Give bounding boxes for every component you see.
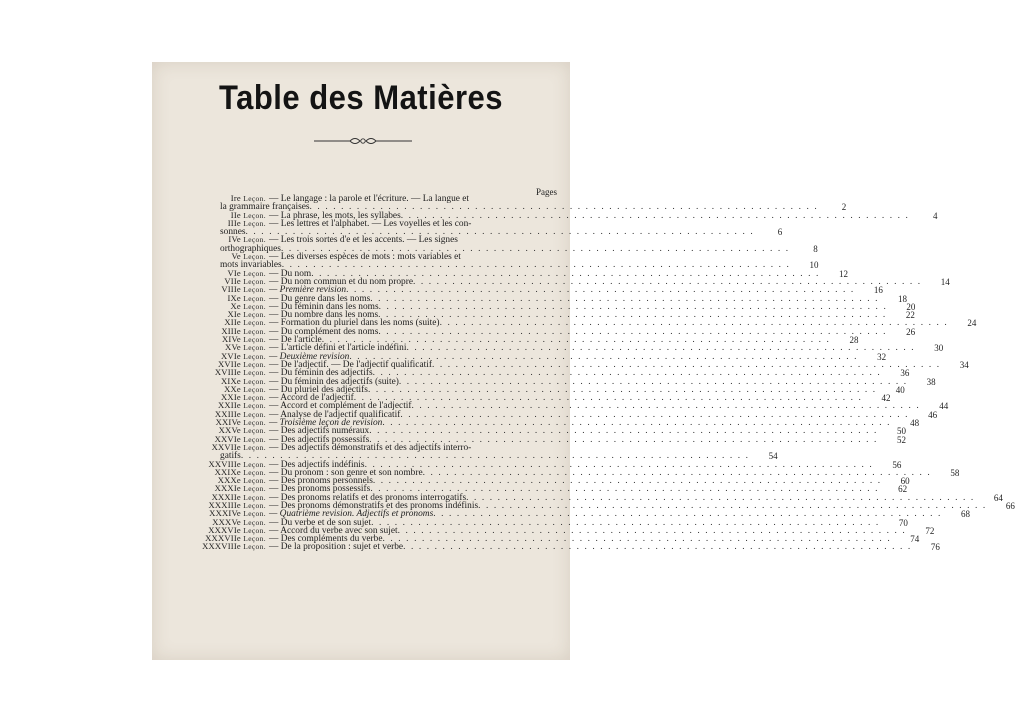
entry-title: — Des adjectifs indéfinis xyxy=(269,459,365,470)
leader-dots: . . . . . . . . . . . . . . . . . . . . . . . . . . . . . . . . . . . . . . . . . . . . . . . . . . . . . . . . . . . . . . . . . xyxy=(397,525,907,536)
lesson-numeral: XXXVe xyxy=(212,516,241,527)
entry-title-continued: gatifs xyxy=(220,451,241,462)
entry-title: — De l'adjectif. — De l'adjectif qualificatif xyxy=(269,359,432,370)
lesson-numeral: IXe xyxy=(227,292,241,303)
leader-dots: . . . . . . . . . . . . . . . . . . . . . . . . . . . . . . . . . . . . . . . . . . . . . . . . . . . . . . . . . . . . . . . . . xyxy=(400,210,910,221)
lesson-label: Leçon. xyxy=(243,409,266,419)
lesson-label: Leçon. xyxy=(243,525,266,535)
entry-title: — De l'article xyxy=(269,335,322,346)
entry-title: — Des adjectifs numéraux xyxy=(269,426,370,437)
leader-dots: . . . . . . . . . . . . . . . . . . . . . . . . . . . . . . . . . . . . . . . . . . . . . . . . . . . . . . . . . . . . . . . . . xyxy=(382,418,892,429)
leader-dots: . . . . . . . . . . . . . . . . . . . . . . . . . . . . . . . . . . . . . . . . . . . . . . . . . . . . . . . . . . . . . . . . . xyxy=(378,310,887,321)
page-number: 40 xyxy=(895,384,905,395)
leader-dots: . . . . . . . . . . . . . . . . . . . . . . . . . . . . . . . . . . . . . . . . . . . . . . . . . . . . . . . . . . . . . . . . . xyxy=(321,335,831,346)
page-number: 70 xyxy=(898,517,908,528)
lesson-label: Leçon. xyxy=(243,434,266,444)
page-number: 48 xyxy=(910,418,920,429)
lesson-label: Leçon. xyxy=(243,310,266,320)
lesson-label: Leçon. xyxy=(243,517,266,527)
leader-dots: . . . . . . . . . . . . . . . . . . . . . . . . . . . . . . . . . . . . . . . . . . . . . . . . . . . . . . . . . . . . . . . . . xyxy=(378,301,888,312)
page-number: 44 xyxy=(939,401,949,412)
lesson-label: Leçon. xyxy=(243,492,266,502)
lesson-label: Leçon. xyxy=(243,335,266,345)
lesson-numeral: IIIe xyxy=(227,217,241,228)
leader-dots: . . . . . . . . . . . . . . . . . . . . . . . . . . . . . . . . . . . . . . . . . . . . . . . . . . . . . . . . . . . . . . . . . xyxy=(349,351,859,362)
leader-dots: . . . . . . . . . . . . . . . . . . . . . . . . . . . . . . . . . . . . . . . . . . . . . . . . . . . . . . . . . . . . . . . . . xyxy=(245,227,755,238)
entry-title: — Accord et complément de l'adjectif xyxy=(269,401,412,412)
page-number: 26 xyxy=(906,326,916,337)
entry-title: — Des compléments du verbe xyxy=(269,534,383,545)
lesson-label: Leçon. xyxy=(243,326,266,336)
leader-dots: . . . . . . . . . . . . . . . . . . . . . . . . . . . . . . . . . . . . . . . . . . . . . . . . . . . . . . . . . . . . . . . . . xyxy=(398,376,908,387)
entry-title: — Du nombre dans les noms xyxy=(269,310,379,321)
page-number: 10 xyxy=(809,260,819,271)
entry-title: — Analyse de l'adjectif qualificatif xyxy=(269,409,401,420)
entry-title-continued: orthographiques xyxy=(220,243,281,254)
lesson-numeral: XVIIIe xyxy=(214,367,241,378)
entry-title-continued: mots invariables xyxy=(220,260,282,271)
entry-title: — Première revision xyxy=(269,285,347,296)
lesson-numeral: XXIIIe xyxy=(214,408,241,419)
entry-title: — Du féminin des adjectifs (suite) xyxy=(269,376,399,387)
lesson-numeral: XXXVIe xyxy=(208,524,241,535)
entry-title: — De la proposition : sujet et verbe xyxy=(269,542,404,553)
entry-title: — Du féminin des adjectifs xyxy=(269,368,373,379)
lesson-numeral: IIe xyxy=(230,209,241,220)
page-number: 46 xyxy=(928,409,938,420)
entry-title: — Des pronoms personnels xyxy=(269,476,373,487)
lesson-label: Leçon. xyxy=(243,476,266,486)
leader-dots: . . . . . . . . . . . . . . . . . . . . . . . . . . . . . . . . . . . . . . . . . . . . . . . . . . . . . . . . . . . . . . . . . xyxy=(370,293,880,304)
page-number: 28 xyxy=(849,335,859,346)
page-number: 52 xyxy=(897,434,906,445)
lesson-numeral: XXIIe xyxy=(217,400,241,411)
lesson-numeral: XXe xyxy=(224,383,241,394)
lesson-numeral: XXIVe xyxy=(215,417,241,428)
lesson-label: Leçon. xyxy=(243,509,266,519)
leader-dots: . . . . . . . . . . . . . . . . . . . . . . . . . . . . . . . . . . . . . . . . . . . . . . . . . . . . . . . . . . . . . . . . . xyxy=(240,451,750,462)
entry-title: — Du nom commun et du nom propre xyxy=(269,276,413,287)
lesson-label: Leçon. xyxy=(243,459,266,469)
toc-entry xyxy=(160,217,783,238)
table-of-contents xyxy=(160,193,1015,553)
lesson-label: Leçon. xyxy=(243,426,266,436)
leader-dots: . . . . . . . . . . . . . . . . . . . . . . . . . . . . . . . . . . . . . . . . . . . . . . . . . . . . . . . . . . . . . . . . . xyxy=(346,285,855,296)
page-title: Table des Matières xyxy=(218,77,504,118)
leader-dots: . . . . . . . . . . . . . . . . . . . . . . . . . . . . . . . . . . . . . . . . . . . . . . . . . . . . . . . . . . . . . . . . . xyxy=(413,276,922,287)
leader-dots: . . . . . . . . . . . . . . . . . . . . . . . . . . . . . . . . . . . . . . . . . . . . . . . . . . . . . . . . . . . . . . . . . xyxy=(433,509,942,520)
lesson-numeral: IVe xyxy=(228,234,241,245)
lesson-numeral: XIXe xyxy=(221,375,241,386)
lesson-label: Leçon. xyxy=(243,401,266,411)
page-number: 66 xyxy=(1005,500,1015,511)
entry-title: — Du complément des noms xyxy=(269,326,379,337)
toc-entry xyxy=(160,193,847,213)
lesson-label: Leçon. xyxy=(243,276,266,286)
lesson-numeral: XXXVIIe xyxy=(205,533,241,544)
lesson-numeral: XVIe xyxy=(221,350,241,361)
page-number: 68 xyxy=(960,509,970,520)
lesson-numeral: XXXIe xyxy=(214,483,241,494)
page-number: 34 xyxy=(959,359,969,370)
lesson-label: Leçon. xyxy=(243,442,266,452)
page-number: 62 xyxy=(898,484,908,495)
page-number: 58 xyxy=(950,467,960,478)
entry-title-continued: la grammaire françaises xyxy=(220,202,310,213)
lesson-numeral: XXVe xyxy=(218,425,241,436)
leader-dots: . . . . . . . . . . . . . . . . . . . . . . . . . . . . . . . . . . . . . . . . . . . . . . . . . . . . . . . . . . . . . . . . . xyxy=(370,484,880,495)
pages-column-header: Pages xyxy=(536,187,557,197)
leader-dots: . . . . . . . . . . . . . . . . . . . . . . . . . . . . . . . . . . . . . . . . . . . . . . . . . . . . . . . . . . . . . . . . . xyxy=(353,393,863,404)
page-number: 24 xyxy=(967,318,977,329)
entry-title: — Du genre dans les noms xyxy=(269,293,371,304)
entry-title: — Troisième leçon de revision xyxy=(269,418,383,429)
page-number: 22 xyxy=(905,310,915,321)
lesson-numeral: Xe xyxy=(230,300,241,311)
leader-dots: . . . . . . . . . . . . . . . . . . . . . . . . . . . . . . . . . . . . . . . . . . . . . . . . . . . . . . . . . . . . . . . . . xyxy=(369,426,878,437)
leader-dots: . . . . . . . . . . . . . . . . . . . . . . . . . . . . . . . . . . . . . . . . . . . . . . . . . . . . . . . . . . . . . . . . . xyxy=(309,202,819,213)
lesson-numeral: XXIXe xyxy=(214,466,241,477)
leader-dots: . . . . . . . . . . . . . . . . . . . . . . . . . . . . . . . . . . . . . . . . . . . . . . . . . . . . . . . . . . . . . . . . . xyxy=(372,368,882,379)
lesson-numeral: XXXe xyxy=(217,475,241,486)
leader-dots: . . . . . . . . . . . . . . . . . . . . . . . . . . . . . . . . . . . . . . . . . . . . . . . . . . . . . . . . . . . . . . . . . xyxy=(411,401,921,412)
leader-dots: . . . . . . . . . . . . . . . . . . . . . . . . . . . . . . . . . . . . . . . . . . . . . . . . . . . . . . . . . . . . . . . . . xyxy=(478,500,987,511)
leader-dots: . . . . . . . . . . . . . . . . . . . . . . . . . . . . . . . . . . . . . . . . . . . . . . . . . . . . . . . . . . . . . . . . . xyxy=(311,268,820,279)
lesson-numeral: Ve xyxy=(231,251,241,262)
lesson-label: Leçon. xyxy=(243,351,266,361)
leader-dots: . . . . . . . . . . . . . . . . . . . . . . . . . . . . . . . . . . . . . . . . . . . . . . . . . . . . . . . . . . . . . . . . . xyxy=(280,243,790,254)
entry-title: — Le langage : la parole et l'écriture. — La langue et xyxy=(269,194,470,204)
lesson-label: Leçon. xyxy=(243,542,266,552)
lesson-numeral: XXVIIIe xyxy=(208,458,241,469)
entry-title: — Formation du pluriel dans les noms (suite) xyxy=(269,318,440,329)
lesson-label: Leçon. xyxy=(243,484,266,494)
lesson-label: Leçon. xyxy=(243,235,266,245)
entry-title: — Du féminin dans les noms xyxy=(269,301,379,312)
lesson-label: Leçon. xyxy=(243,467,266,477)
lesson-label: Leçon. xyxy=(243,301,266,311)
entry-title: — L'article défini et l'article indéfini xyxy=(269,343,407,354)
lesson-label: Leçon. xyxy=(243,500,266,510)
page-number: 4 xyxy=(933,210,938,221)
lesson-label: Leçon. xyxy=(243,318,266,328)
toc-entry xyxy=(160,541,940,553)
entry-title: — Les lettres et l'alphabet. — Les voyelles et les con- xyxy=(269,218,472,229)
lesson-numeral: XIe xyxy=(227,309,241,320)
leader-dots: . . . . . . . . . . . . . . . . . . . . . . . . . . . . . . . . . . . . . . . . . . . . . . . . . . . . . . . . . . . . . . . . . xyxy=(400,409,910,420)
toc-entry xyxy=(160,234,818,254)
entry-title: — La phrase, les mots, les syllabes xyxy=(269,210,401,221)
entry-title: — Du pluriel des adjectifs xyxy=(269,384,368,395)
leader-dots: . . . . . . . . . . . . . . . . . . . . . . . . . . . . . . . . . . . . . . . . . . . . . . . . . . . . . . . . . . . . . . . . . xyxy=(382,534,892,545)
lesson-label: Leçon. xyxy=(243,384,266,394)
entry-title: — Du pronom : son genre et son nombre xyxy=(269,467,423,478)
lesson-numeral: XXIe xyxy=(221,392,241,403)
lesson-numeral: VIIe xyxy=(224,275,241,286)
entry-title: — Des pronoms relatifs et des pronoms interrogatifs xyxy=(269,492,467,503)
page-number: 50 xyxy=(896,426,906,437)
lesson-number xyxy=(160,542,266,551)
lesson-numeral: XVe xyxy=(225,342,241,353)
lesson-label: Leçon. xyxy=(243,418,266,428)
leader-dots: . . . . . . . . . . . . . . . . . . . . . . . . . . . . . . . . . . . . . . . . . . . . . . . . . . . . . . . . . . . . . . . . . xyxy=(439,318,949,329)
entry-title: — Des pronoms démonstratifs et des pronoms indéfinis xyxy=(269,500,479,511)
leader-dots: . . . . . . . . . . . . . . . . . . . . . . . . . . . . . . . . . . . . . . . . . . . . . . . . . . . . . . . . . . . . . . . . . xyxy=(406,343,916,354)
leader-dots: . . . . . . . . . . . . . . . . . . . . . . . . . . . . . . . . . . . . . . . . . . . . . . . . . . . . . . . . . . . . . . . . . xyxy=(372,476,882,487)
leader-dots: . . . . . . . . . . . . . . . . . . . . . . . . . . . . . . . . . . . . . . . . . . . . . . . . . . . . . . . . . . . . . . . . . xyxy=(403,542,912,553)
page-number: 72 xyxy=(925,525,935,536)
lesson-label: Leçon. xyxy=(243,268,266,278)
lesson-label: Leçon. xyxy=(243,293,266,303)
entry-title: — Du verbe et de son sujet xyxy=(269,517,372,528)
page-number: 2 xyxy=(841,202,847,213)
lesson-numeral: XXVIe xyxy=(214,433,241,444)
page-number: 36 xyxy=(900,368,910,379)
page-number: 12 xyxy=(838,268,848,279)
entry-title: — Accord du verbe avec son sujet xyxy=(269,525,398,536)
lesson-numeral: XIVe xyxy=(221,334,241,345)
lesson-label: Leçon. xyxy=(243,368,266,378)
page-number: 32 xyxy=(877,351,887,362)
entry-title: — Des adjectifs possessifs xyxy=(269,434,370,445)
leader-dots: . . . . . . . . . . . . . . . . . . . . . . . . . . . . . . . . . . . . . . . . . . . . . . . . . . . . . . . . . . . . . . . . . xyxy=(364,459,874,470)
lesson-label: Leçon. xyxy=(243,343,266,353)
leader-dots: . . . . . . . . . . . . . . . . . . . . . . . . . . . . . . . . . . . . . . . . . . . . . . . . . . . . . . . . . . . . . . . . . xyxy=(422,467,932,478)
page-number: 6 xyxy=(777,227,783,238)
lesson-numeral: XXVIIe xyxy=(211,441,241,452)
page-number: 42 xyxy=(881,393,891,404)
page-number: 18 xyxy=(898,293,908,304)
page-number: 56 xyxy=(892,459,902,470)
page-number: 54 xyxy=(768,451,778,462)
entry-title: — Du nom xyxy=(269,268,312,279)
page-number: 8 xyxy=(813,243,818,254)
page-number: 14 xyxy=(940,276,950,287)
leader-dots: . . . . . . . . . . . . . . . . . . . . . . . . . . . . . . . . . . . . . . . . . . . . . . . . . . . . . . . . . . . . . . . . . xyxy=(367,384,877,395)
page-number: 64 xyxy=(993,492,1003,503)
entry-title-continued: sonnes xyxy=(220,227,246,238)
lesson-numeral: XVIIe xyxy=(217,358,241,369)
entry-title: — Des pronoms possessifs xyxy=(269,484,371,495)
leader-dots: . . . . . . . . . . . . . . . . . . . . . . . . . . . . . . . . . . . . . . . . . . . . . . . . . . . . . . . . . . . . . . . . . xyxy=(431,359,941,370)
lesson-numeral: XIIe xyxy=(224,317,241,328)
page-number: 20 xyxy=(906,301,916,312)
lesson-numeral: VIIIe xyxy=(221,284,241,295)
lesson-label: Leçon. xyxy=(243,393,266,403)
page-number: 16 xyxy=(873,285,883,296)
lesson-label: Leçon. xyxy=(243,252,266,262)
page-number: 30 xyxy=(934,343,944,354)
lesson-label: Leçon. xyxy=(243,210,266,220)
toc-row xyxy=(160,541,940,553)
lesson-label: Leçon. xyxy=(243,534,266,544)
lesson-label: Leçon. xyxy=(243,359,266,369)
entry-title: — Des adjectifs démonstratifs et des adjectifs interro- xyxy=(269,442,472,453)
book-page xyxy=(152,62,1015,660)
lesson-numeral: XXXVIIIe xyxy=(202,541,241,552)
lesson-label: Leçon. xyxy=(243,285,266,295)
page-number: 38 xyxy=(926,376,936,387)
lesson-label: Leçon. xyxy=(243,194,266,203)
leader-dots: . . . . . . . . . . . . . . . . . . . . . . . . . . . . . . . . . . . . . . . . . . . . . . . . . . . . . . . . . . . . . . . . . xyxy=(281,260,791,271)
lesson-numeral: XXXIVe xyxy=(209,508,241,519)
leader-dots: . . . . . . . . . . . . . . . . . . . . . . . . . . . . . . . . . . . . . . . . . . . . . . . . . . . . . . . . . . . . . . . . . xyxy=(378,326,888,337)
leader-dots: . . . . . . . . . . . . . . . . . . . . . . . . . . . . . . . . . . . . . . . . . . . . . . . . . . . . . . . . . . . . . . . . . xyxy=(371,517,880,528)
page-number: 74 xyxy=(910,534,920,545)
entry-title: — Quatrième revision. Adjectifs et pronoms xyxy=(269,509,434,520)
entry-title: — Deuxième revision xyxy=(269,351,350,362)
entry-title: — Accord de l'adjectif xyxy=(269,393,354,404)
ornament-divider xyxy=(314,136,412,146)
lesson-label: Leçon. xyxy=(243,376,266,386)
lesson-label: Leçon. xyxy=(243,218,266,228)
toc-entry xyxy=(160,251,819,271)
lesson-numeral: XXXIIe xyxy=(211,491,241,502)
leader-dots: . . . . . . . . . . . . . . . . . . . . . . . . . . . . . . . . . . . . . . . . . . . . . . . . . . . . . . . . . . . . . . . . . xyxy=(369,434,878,445)
leader-dots: . . . . . . . . . . . . . . . . . . . . . . . . . . . . . . . . . . . . . . . . . . . . . . . . . . . . . . . . . . . . . . . . . xyxy=(466,492,975,503)
entry-title: — Les diverses espèces de mots : mots variables et xyxy=(269,252,461,263)
lesson-numeral: Ire xyxy=(230,193,241,203)
page-number: 60 xyxy=(900,476,910,487)
lesson-numeral: VIe xyxy=(227,267,241,278)
entry-title: — Les trois sortes d'e et les accents. — Les signes xyxy=(269,235,458,246)
lesson-numeral: XIIIe xyxy=(221,325,241,336)
page-number: 76 xyxy=(930,542,940,553)
lesson-numeral: XXXIIIe xyxy=(208,499,241,510)
